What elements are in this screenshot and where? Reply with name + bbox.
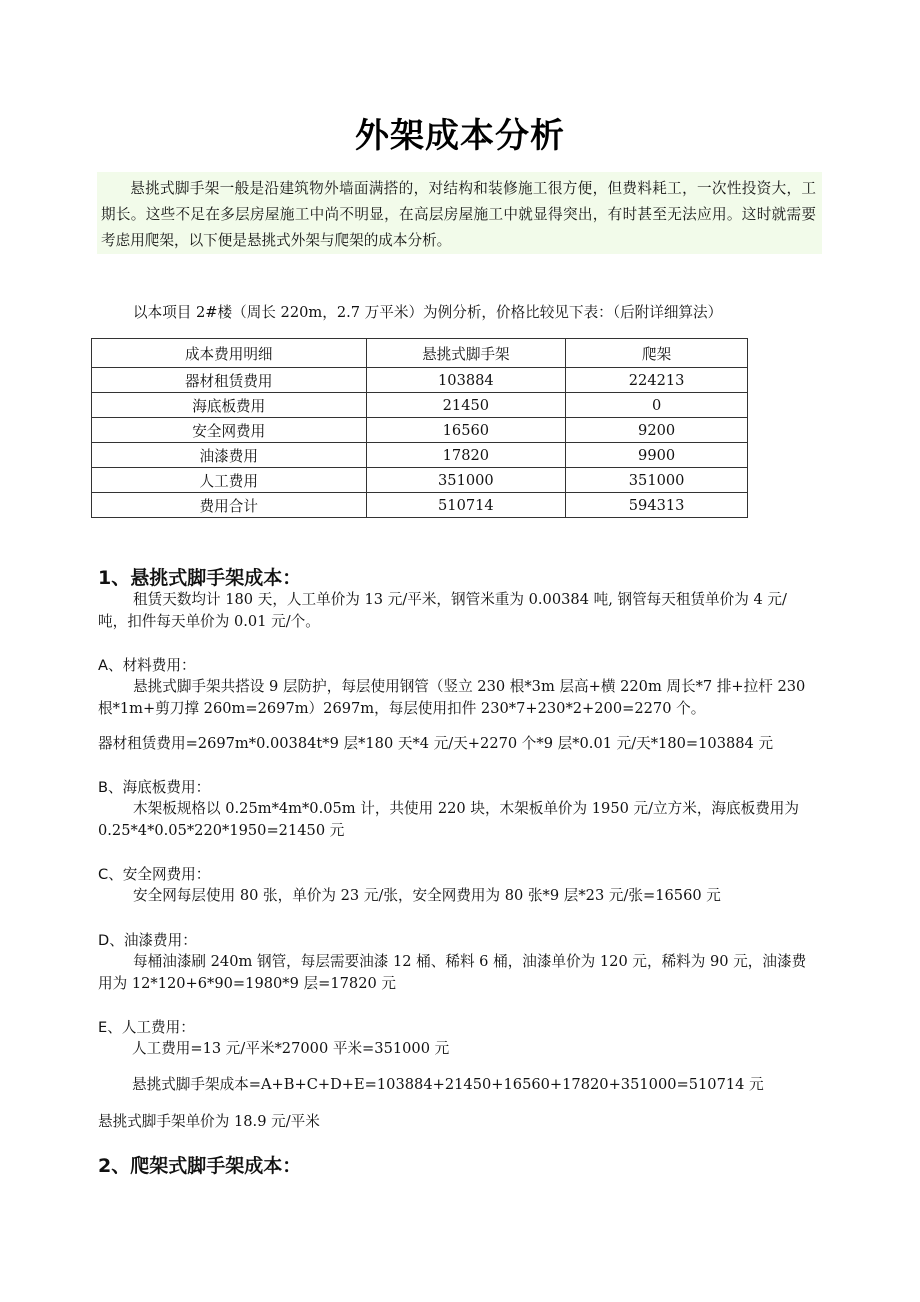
document-title: 外架成本分析 [355,116,565,156]
header-cantilever-scaffold: 悬挑式脚手架 [366,339,566,368]
subsection-b-heading: B、海底板费用： [98,779,211,796]
section-2-heading: 2、爬架式脚手架成本： [98,1155,302,1177]
table-row [92,443,748,468]
cell-cantilever: 17820 [366,443,566,468]
subsection-a-formula: 器材租赁费用=2697m*0.00384t*9 层*180 天*4 元/天+2270 个*9 层*0.01 元/天*180=103884 元 [98,735,774,752]
cell-item: 海底板费用 [92,393,367,418]
comparison-lead-text: 以本项目 2#楼（周长 220m，2.7 万平米）为例分析，价格比较见下表：（后附详细算法） [133,304,723,321]
subsection-d-heading: D、油漆费用： [98,932,197,949]
cell-item: 人工费用 [92,468,367,493]
intro-paragraph: 悬挑式脚手架一般是沿建筑物外墙面满搭的，对结构和装修施工很方便，但费料耗工，一次性投资大，工期长。这些不足在多层房屋施工中尚不明显，在高层房屋施工中就显得突出，有时甚至无法应用。这时就需要考虑用爬架，以下便是悬挑式外架与爬架的成本分析。 [101,180,816,249]
subsection-c-text: 安全网每层使用 80 张，单价为 23 元/张，安全网费用为 80 张*9 层*23 元/张=16560 元 [133,887,721,904]
cell-climbing: 0 [566,393,748,418]
table-row [92,393,748,418]
section-1-heading: 1、悬挑式脚手架成本： [98,567,302,589]
cost-comparison-table [91,338,748,518]
cell-item: 费用合计 [92,493,367,518]
cell-climbing: 224213 [566,368,748,393]
subsection-b-text: 木架板规格以 0.25m*4m*0.05m 计，共使用 220 块，木架板单价为 1950 元/立方米，海底板费用为 0.25*4*0.05*220*1950=21450 元 [98,800,799,839]
subsection-d-text: 每桶油漆刷 240m 钢管，每层需要油漆 12 桶、稀料 6 桶，油漆单价为 120 元，稀料为 90 元，油漆费用为 12*120+6*90=1980*9 层=17820 元 [98,953,807,992]
cell-item: 安全网费用 [92,418,367,443]
cell-item: 器材租赁费用 [92,368,367,393]
table-row-total [92,493,748,518]
subsection-c-heading: C、安全网费用： [98,866,211,883]
intro-highlight-box [97,172,822,254]
cantilever-total-formula: 悬挑式脚手架成本=A+B+C+D+E=103884+21450+16560+17820+351000=510714 元 [132,1076,764,1093]
table-row [92,418,748,443]
section-1-description: 租赁天数均计 180 天，人工单价为 13 元/平米，钢管米重为 0.00384 吨, 钢管每天租赁单价为 4 元/吨，扣件每天单价为 0.01 元/个。 [98,591,787,630]
cell-climbing: 9200 [566,418,748,443]
cell-cantilever: 510714 [366,493,566,518]
cantilever-unit-price: 悬挑式脚手架单价为 18.9 元/平米 [98,1113,320,1130]
cell-item: 油漆费用 [92,443,367,468]
cell-cantilever: 351000 [366,468,566,493]
subsection-a-heading: A、材料费用： [98,657,196,674]
cell-climbing: 351000 [566,468,748,493]
cell-cantilever: 103884 [366,368,566,393]
cell-climbing: 594313 [566,493,748,518]
subsection-e-heading: E、人工费用： [98,1019,195,1036]
table-row [92,468,748,493]
table-header-row [92,339,748,368]
subsection-e-text: 人工费用=13 元/平米*27000 平米=351000 元 [132,1040,450,1057]
table-row [92,368,748,393]
cell-cantilever: 16560 [366,418,566,443]
cell-climbing: 9900 [566,443,748,468]
cell-cantilever: 21450 [366,393,566,418]
header-climbing-frame: 爬架 [566,339,748,368]
header-cost-item: 成本费用明细 [92,339,367,368]
subsection-a-text: 悬挑式脚手架共搭设 9 层防护，每层使用钢管（竖立 230 根*3m 层高+横 220m 周长*7 排+拉杆 230 根*1m+剪刀撑 260m=2697m）2697m，每层使用扣件 230*7+230*2+200=2270 个。 [98,678,806,717]
